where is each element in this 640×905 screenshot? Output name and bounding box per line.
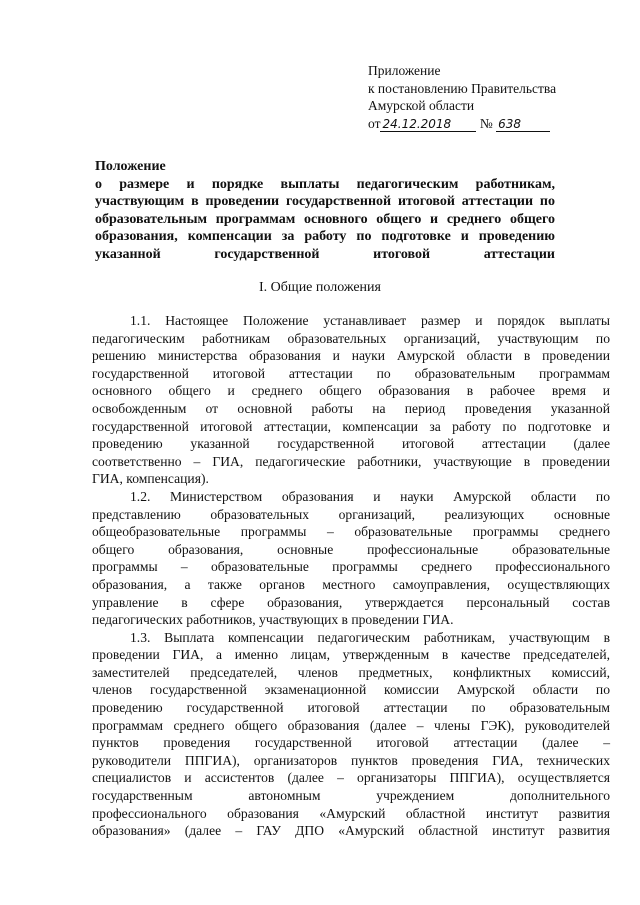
date-prefix: от (368, 115, 381, 131)
appendix-block (368, 62, 628, 132)
text-line: руководители ППГИА), организаторов пунктов проведения ГИА, технических (92, 752, 610, 768)
text-line: профессионального образования «Амурский областной институт развития (92, 805, 610, 821)
title-line: Положение (95, 159, 166, 174)
text-line: заместителей председателей, членов предметных, конфликтных комиссий, (92, 664, 610, 680)
document-title (95, 158, 555, 264)
title-line: о размере и порядке выплаты педагогическим работникам, (95, 176, 555, 192)
appendix-line-2: к постановлению Правительства (368, 80, 557, 96)
text-line: решению министерства образования и науки Амурской области в проведении (92, 348, 610, 364)
section-heading: I. Общие положения (259, 280, 381, 295)
handwritten-date: 24.12.2018 (380, 117, 476, 132)
text-line: специалистов и ассистентов (далее – организаторы ППГИА), осуществляется (92, 770, 610, 786)
appendix-date-row (368, 115, 628, 133)
text-line: проведению государственной итоговой аттестации по образовательным (92, 700, 610, 716)
text-line: образования, а также органов местного самоуправления, осуществляющих (92, 576, 610, 592)
text-line: педагогическим работникам образовательных организаций, участвующим по (92, 330, 610, 346)
text-line: ГИА, компенсация). (92, 471, 209, 487)
text-line: проведению указанной государственной итоговой аттестации (далее (92, 436, 610, 452)
appendix-line-1: Приложение (368, 63, 441, 78)
appendix-line-3: Амурской области (368, 98, 475, 113)
title-line: указанной государственной итоговой аттестации (95, 246, 555, 262)
text-line: 1.2. Министерством образования и науки Амурской области по (130, 488, 610, 504)
text-line: государственным автономным учреждением дополнительного (92, 788, 610, 804)
paragraph-1-2 (92, 488, 610, 629)
text-line: программам среднего общего образования (далее – члены ГЭК), руководителей (92, 717, 610, 733)
handwritten-number: 638 (496, 117, 550, 132)
title-line: участвующим в проведении государственной итоговой аттестации по (95, 194, 555, 210)
text-line: проведении ГИА, а именно лицам, утвержденным в качестве председателей, (92, 647, 610, 663)
text-line: программы – образовательные программы среднего профессионального (92, 559, 610, 575)
document-body (92, 312, 610, 840)
text-line: пунктов проведения государственной итоговой аттестации (далее – (92, 735, 610, 751)
text-line: общеобразовательные программы – образовательные программы среднего (92, 524, 610, 540)
text-line: 1.3. Выплата компенсации педагогическим работникам, участвующим в (130, 629, 610, 645)
paragraph-1-3 (92, 629, 610, 840)
text-line: общего образования, основные профессиональные образовательные (92, 541, 610, 557)
number-sign: № (479, 115, 493, 131)
text-line: педагогических работников, участвующих в проведении ГИА. (92, 612, 454, 628)
text-line: государственной итоговой аттестации по образовательным программам (92, 365, 610, 381)
text-line: 1.1. Настоящее Положение устанавливает размер и порядок выплаты (130, 313, 610, 328)
text-line: соответственно – ГИА, педагогические работники, участвующие в проведении (92, 453, 610, 469)
text-line: управление в сфере образования, утверждается персональный состав (92, 594, 610, 610)
text-line: членов государственной экзаменационной комиссии Амурской области по (92, 682, 610, 698)
text-line: освобожденным от основной работы на период проведения указанной (92, 400, 610, 416)
text-line: государственной итоговой аттестации, компенсации за работу по подготовке и (92, 418, 610, 434)
title-line: образовательным программам основного общего и среднего общего (95, 211, 555, 227)
text-line: образования» (далее – ГАУ ДПО «Амурский областной институт развития (92, 823, 610, 839)
paragraph-1-1 (92, 312, 610, 488)
text-line: основного общего и среднего общего образования в рабочее время и (92, 383, 610, 399)
title-line: образования, компенсации за работу по подготовке и проведению (95, 229, 555, 245)
text-line: представлению образовательных организаций, реализующих основные (92, 506, 610, 522)
